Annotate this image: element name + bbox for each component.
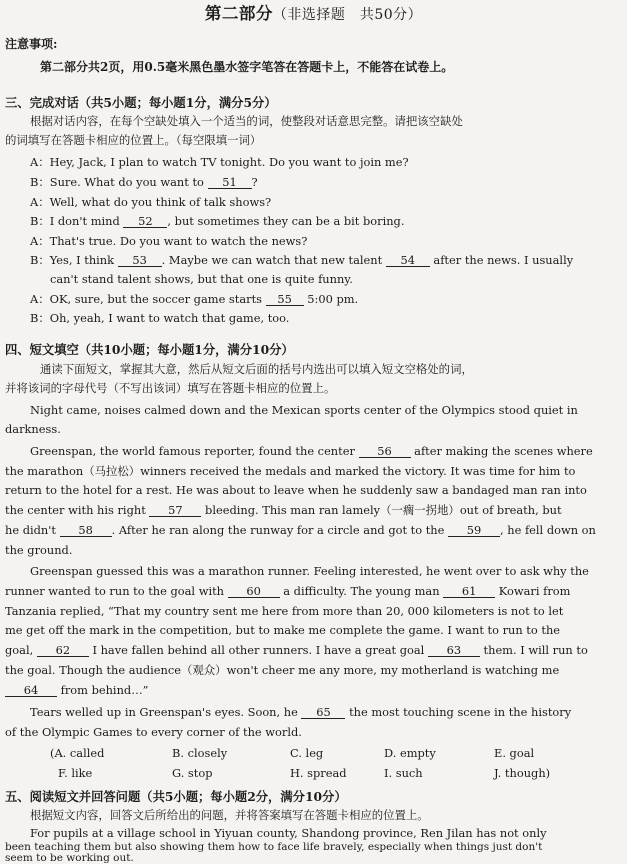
passage-line: seem to be working out. xyxy=(5,852,134,864)
passage-line: goal, 62 I have fallen behind all other runners. I have a great goal 63 them. I will run to xyxy=(5,643,588,657)
blank-62: 62 xyxy=(37,645,89,657)
passage-line: For pupils at a village school in Yiyuan county, Shandong province, Ren Jilan has not only xyxy=(30,826,547,840)
passage-line: of the Olympic Games to every corner of the world. xyxy=(5,725,302,739)
section4-instruction-1: 通读下面短文，掌握其大意，然后从短文后面的括号内选出可以填入短文空格处的词， xyxy=(40,362,473,376)
passage-line: 64 from behind…” xyxy=(5,685,148,697)
passage-line: Greenspan guessed this was a marathon runner. Feeling interested, he went over to ask why the xyxy=(30,564,589,578)
passage-line: Greenspan, the world famous reporter, found the center 56 after making the scenes where xyxy=(30,444,593,458)
section5-instruction: 根据短文内容，回答文后所给出的问题，并将答案填写在答题卡相应的位置上。 xyxy=(30,808,429,822)
dialogue-line: A：That's true. Do you want to watch the news? xyxy=(30,234,308,248)
blank-63: 63 xyxy=(428,645,480,657)
section3-instruction-1: 根据对话内容，在每个空缺处填入一个适当的词，使整段对话意思完整。请把该空缺处 xyxy=(30,114,463,128)
passage-line: been teaching them but also showing them how to face life bravely, especially when things just don't xyxy=(5,841,543,853)
blank-51: 51 xyxy=(208,177,252,189)
dialogue-line: B：I don't mind 52 , but sometimes they can be a bit boring. xyxy=(30,214,405,228)
notice-heading: 注意事项: xyxy=(5,37,58,51)
passage-line: the center with his right 57 bleeding. This man ran lamely（一瘸一拐地）out of breath, but xyxy=(5,503,562,517)
blank-55: 55 xyxy=(266,294,304,306)
option-j: J. though) xyxy=(494,766,551,780)
section4-heading: 四、短文填空（共10小题；每小题1分，满分10分） xyxy=(5,342,294,357)
blank-54: 54 xyxy=(386,255,430,267)
section5-heading: 五、阅读短文并回答问题（共5小题；每小题2分，满分10分） xyxy=(5,789,347,804)
section3-heading: 三、完成对话（共5小题；每小题1分，满分5分） xyxy=(5,95,277,110)
blank-65: 65 xyxy=(301,707,345,719)
blank-56: 56 xyxy=(359,446,411,458)
notice-text: 第二部分共2页，用0.5毫米黑色墨水签字笔答在答题卡上，不能答在试卷上。 xyxy=(40,60,454,74)
dialogue-line: B：Yes, I think 53 . Maybe we can watch that new talent 54 after the news. I usually xyxy=(30,253,574,267)
option-g: G. stop xyxy=(172,766,213,780)
part-title: 第二部分（非选择题 共50分） xyxy=(204,4,423,23)
passage-line: return to the hotel for a rest. He was about to leave when he suddenly saw a bandaged man ran into xyxy=(5,483,587,497)
option-h: H. spread xyxy=(290,766,347,780)
option-c: C. leg xyxy=(290,746,324,760)
option-b: B. closely xyxy=(172,746,228,760)
passage-line: Tears welled up in Greenspan's eyes. Soon, he 65 the most touching scene in the history xyxy=(30,705,572,719)
blank-58: 58 xyxy=(60,525,112,537)
blank-53: 53 xyxy=(118,255,162,267)
passage-line: the goal. Though the audience（观众）won't cheer me any more, my motherland is watching me xyxy=(5,663,560,677)
section3-instruction-2: 的词填写在答题卡相应的位置上。（每空限填一词） xyxy=(5,133,262,147)
blank-59: 59 xyxy=(448,525,500,537)
dialogue-line: B：Sure. What do you want to 51 ? xyxy=(30,175,258,189)
dialogue-line: A：Well, what do you think of talk shows? xyxy=(30,195,272,209)
blank-60: 60 xyxy=(228,586,280,598)
blank-64: 64 xyxy=(5,685,57,697)
passage-line: Tanzania replied, “That my country sent me here from more than 20, 000 kilometers is not to let xyxy=(5,604,564,618)
option-a: (A. called xyxy=(50,746,105,760)
passage-line: the marathon（马拉松）winners received the medals and marked the victory. It was time for him to xyxy=(5,464,576,478)
passage-line: the ground. xyxy=(5,543,73,557)
passage-line: me get off the mark in the competition, but to make me complete the game. I want to run to the xyxy=(5,623,561,637)
section4-instruction-2: 并将该词的字母代号（不写出该词）填写在答题卡相应的位置上。 xyxy=(5,381,336,395)
blank-61: 61 xyxy=(443,586,495,598)
dialogue-line: can't stand talent shows, but that one is quite funny. xyxy=(50,272,353,286)
part-title-note: （非选择题 共50分） xyxy=(272,7,423,23)
option-d: D. empty xyxy=(384,746,436,760)
blank-52: 52 xyxy=(123,216,167,228)
option-i: I. such xyxy=(384,766,423,780)
option-f: F. like xyxy=(58,766,93,780)
passage-line: darkness. xyxy=(5,422,61,436)
blank-57: 57 xyxy=(149,505,201,517)
passage-line: Night came, noises calmed down and the Mexican sports center of the Olympics stood quiet in xyxy=(30,403,578,417)
passage-line: runner wanted to run to the goal with 60 a difficulty. The young man 61 Kowari from xyxy=(5,584,571,598)
dialogue-line: A：Hey, Jack, I plan to watch TV tonight. Do you want to join me? xyxy=(30,155,409,169)
passage-line: he didn't 58 . After he ran along the runway for a circle and got to the 59 , he fell down on xyxy=(5,523,596,537)
dialogue-line: A：OK, sure, but the soccer game starts 55 5:00 pm. xyxy=(30,292,359,306)
option-e: E. goal xyxy=(494,746,535,760)
dialogue-line: B：Oh, yeah, I want to watch that game, too. xyxy=(30,311,290,325)
